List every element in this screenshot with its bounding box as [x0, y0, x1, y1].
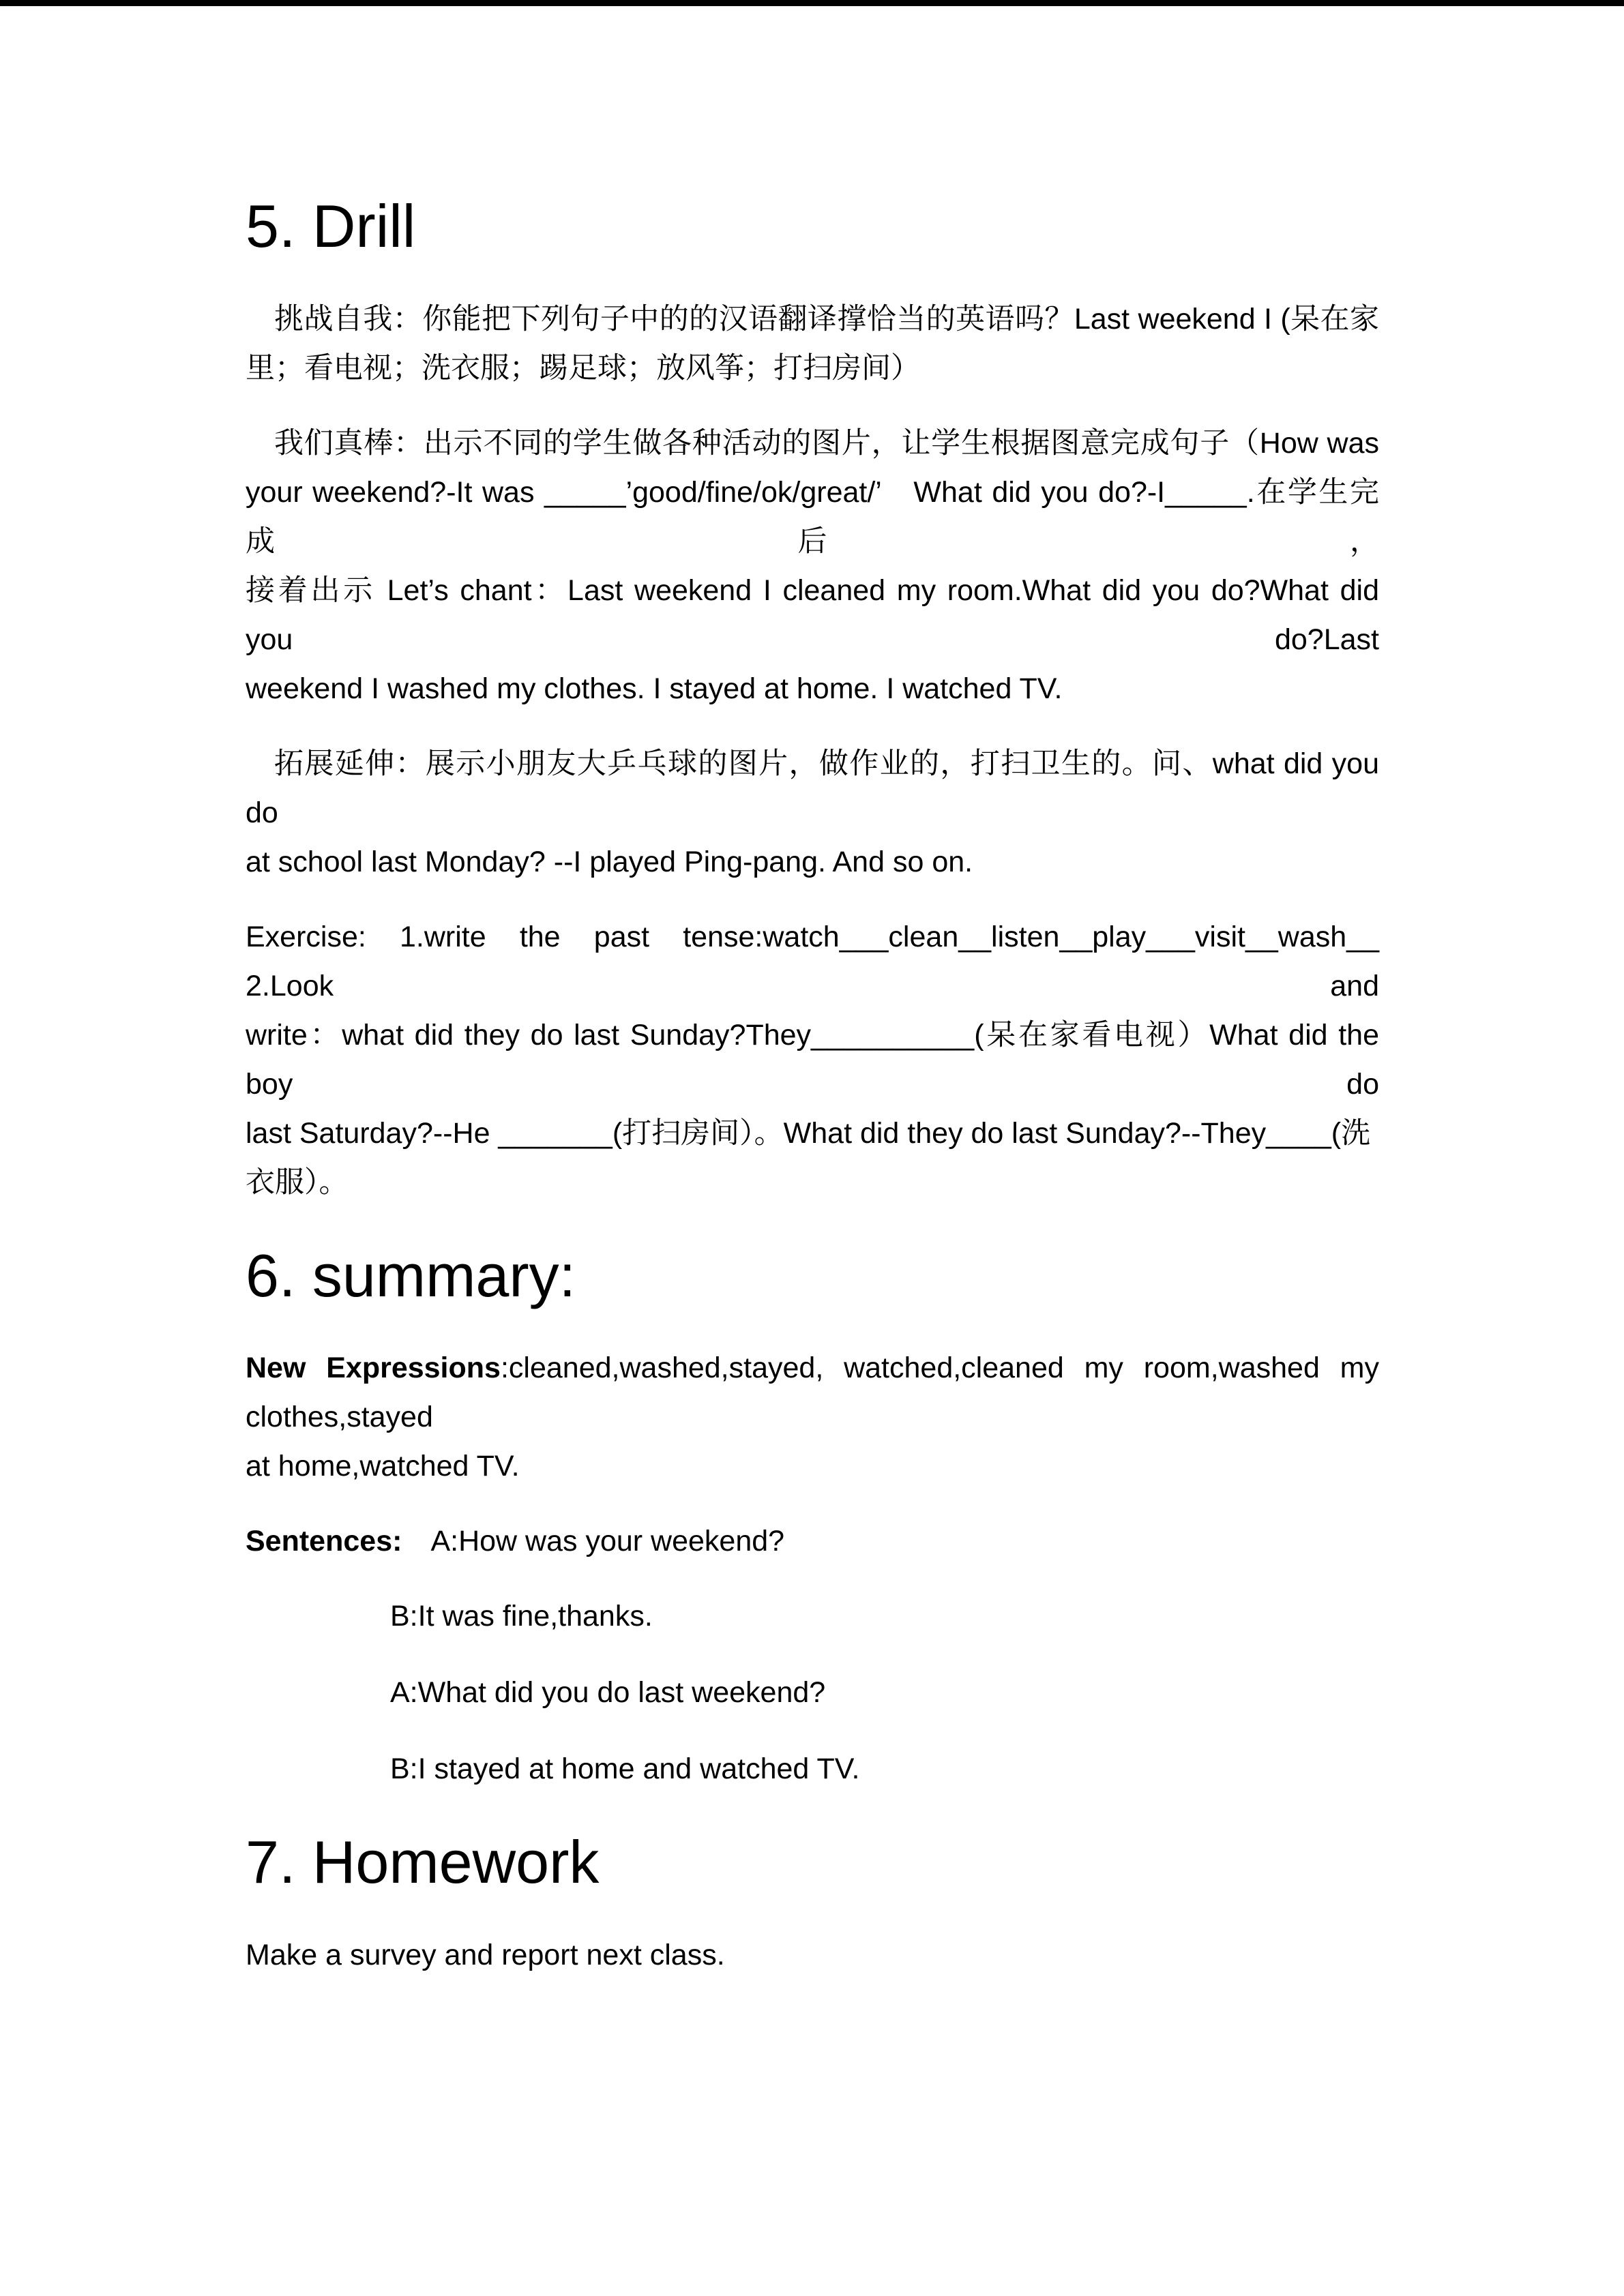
paragraph-line: Make a survey and report next class. [246, 1938, 725, 1971]
paragraph-challenge [246, 295, 1379, 393]
paragraph-line: at home,watched TV. [246, 1450, 520, 1483]
page-top-border [0, 0, 1624, 6]
paragraph-line: weekend I washed my clothes. I stayed at home. I watched TV. [246, 672, 1063, 705]
paragraph-line: 拓展延伸：展示小朋友大乒乓球的图片，做作业的，打扫卫生的。问、what did you do [246, 747, 1379, 829]
paragraph-new-expressions [246, 1343, 1379, 1491]
paragraph-line: write：what did they do last Sunday?They__________(呆在家看电视）What did the boy do [246, 1018, 1379, 1101]
paragraph-line [246, 1517, 1379, 1566]
paragraph-line: 挑战自我：你能把下列句子中的的汉语翻译撑恰当的英语吗？Last weekend I (呆在家 [274, 302, 1379, 336]
paragraph-line: 接着出示 Let’s chant：Last weekend I cleaned my room.What did you do?What did you do?Last [246, 573, 1379, 656]
paragraph-line: at school last Monday? --I played Ping-pang. And so on. [246, 845, 973, 878]
paragraph-extension [246, 739, 1379, 886]
heading-summary: 6. summary: [246, 1241, 576, 1309]
sentence-a1: A:How was your weekend? [430, 1525, 785, 1558]
paragraph-line: Exercise: 1.write the past tense:watch___clean__listen__play___visit__wash__ 2.Look and [246, 920, 1408, 1002]
paragraph-wonderful [246, 419, 1379, 713]
heading-homework: 7. Homework [246, 1828, 600, 1896]
paragraph-sentences [246, 1517, 1379, 1566]
paragraph-line: 我们真棒：出示不同的学生做各种活动的图片，让学生根据图意完成句子（How was [274, 426, 1379, 460]
new-expressions-text: :cleaned,washed,stayed, watched,cleaned my room,washed my clothes,stayed [246, 1352, 1379, 1434]
paragraph-line: 里；看电视；洗衣服；踢足球；放风筝；打扫房间） [246, 351, 920, 385]
heading-drill: 5. Drill [246, 192, 416, 260]
sentence-a2: A:What did you do last weekend? [390, 1676, 826, 1710]
document-content [246, 192, 1408, 2006]
paragraph-exercise [246, 912, 1408, 1207]
paragraph-line: your weekend?-It was _____’good/fine/ok/great/’ What did you do?-I_____.在学生完成后， [246, 475, 1379, 558]
paragraph-line: last Saturday?--He _______(打扫房间）。What did they do last Sunday?--They____(洗衣服）。 [246, 1116, 1371, 1199]
paragraph-line [246, 1343, 1379, 1442]
sentence-b2: B:I stayed at home and watched TV. [390, 1753, 860, 1786]
new-expressions-label: New Expressions [246, 1352, 501, 1385]
paragraph-homework [246, 1930, 1379, 1980]
sentence-b1: B:It was fine,thanks. [390, 1600, 653, 1633]
sentences-label: Sentences: [246, 1525, 402, 1558]
